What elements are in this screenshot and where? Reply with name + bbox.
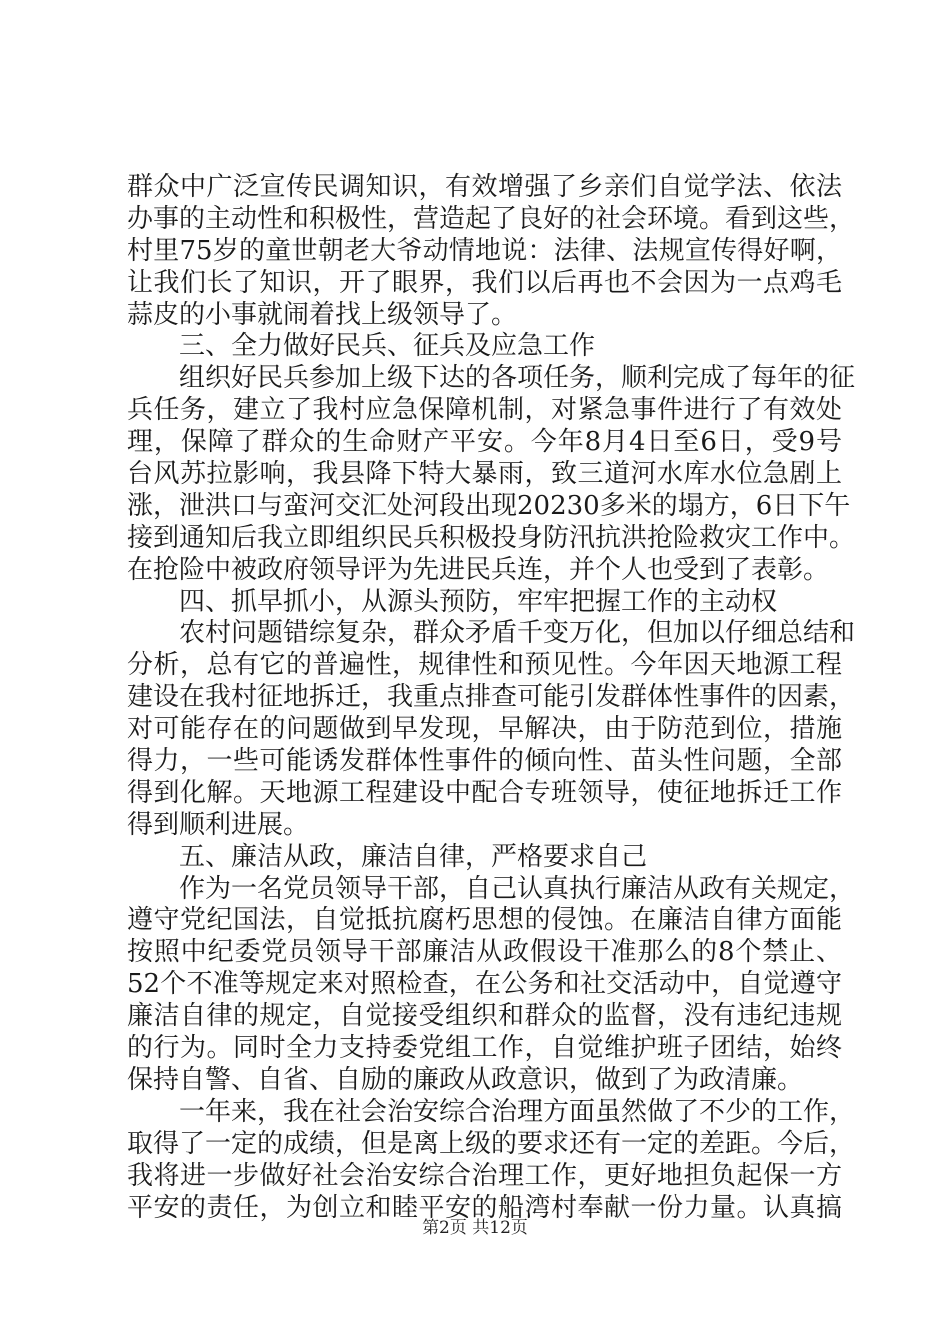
text-line: 接到通知后我立即组织民兵积极投身防汛抗洪抢险救灾工作中。 <box>127 522 856 553</box>
text-line: 得到化解。天地源工程建设中配合专班领导，使征地拆迁工作 <box>127 777 842 808</box>
text-line: 的行为。同时全力支持委党组工作，自觉维护班子团结，始终 <box>127 1033 842 1064</box>
text-line: 得力，一些可能诱发群体性事件的倾向性、苗头性问题，全部 <box>127 746 842 777</box>
text-line: 让我们长了知识，开了眼界，我们以后再也不会因为一点鸡毛 <box>127 267 842 298</box>
text-line: 作为一名党员领导干部，自己认真执行廉洁从政有关规定， <box>179 873 856 904</box>
text-line: 取得了一定的成绩，但是离上级的要求还有一定的差距。今后， <box>127 1128 856 1159</box>
text-line: 遵守党纪国法，自觉抵抗腐朽思想的侵蚀。在廉洁自律方面能 <box>127 905 842 936</box>
text-line: 蒜皮的小事就闹着找上级领导了。 <box>127 299 518 330</box>
text-line: 五、廉洁从政，廉洁自律，严格要求自己 <box>179 841 648 872</box>
text-line: 兵任务，建立了我村应急保障机制，对紧急事件进行了有效处 <box>127 395 842 426</box>
text-line: 办事的主动性和积极性，营造起了良好的社会环境。看到这些， <box>127 203 856 234</box>
text-line: 我将进一步做好社会治安综合治理工作，更好地担负起保一方 <box>127 1160 842 1191</box>
text-line: 52个不准等规定来对照检查，在公务和社交活动中，自觉遵守 <box>127 969 842 1000</box>
page-number-footer: 第2页 共12页 <box>422 1218 528 1238</box>
text-line: 村里75岁的童世朝老大爷动情地说：法律、法规宣传得好啊， <box>127 235 842 266</box>
text-line: 在抢险中被政府领导评为先进民兵连，并个人也受到了表彰。 <box>127 554 830 585</box>
document-body <box>127 172 856 1224</box>
text-line: 组织好民兵参加上级下达的各项任务，顺利完成了每年的征 <box>179 363 856 394</box>
text-line: 分析，总有它的普遍性，规律性和预见性。今年因天地源工程 <box>127 650 842 681</box>
text-line: 得到顺利进展。 <box>127 809 310 840</box>
text-line: 保持自警、自省、自励的廉政从政意识，做到了为政清廉。 <box>127 1064 804 1095</box>
text-line: 平安的责任，为创立和睦平安的船湾村奉献一份力量。认真搞 <box>127 1192 842 1223</box>
text-line: 涨，泄洪口与蛮河交汇处河段出现20230多米的塌方，6日下午 <box>127 490 851 521</box>
text-line: 四、抓早抓小，从源头预防，牢牢把握工作的主动权 <box>179 586 778 617</box>
text-line: 理，保障了群众的生命财产平安。今年8月4日至6日，受9号 <box>127 427 842 458</box>
text-line: 三、全力做好民兵、征兵及应急工作 <box>179 331 596 362</box>
text-line: 按照中纪委党员领导干部廉洁从政假设干准那么的8个禁止、 <box>127 937 842 968</box>
text-line: 对可能存在的问题做到早发现，早解决，由于防范到位，措施 <box>127 714 842 745</box>
text-line: 一年来，我在社会治安综合治理方面虽然做了不少的工作， <box>179 1096 856 1127</box>
text-line: 群众中广泛宣传民调知识，有效增强了乡亲们自觉学法、依法 <box>127 172 842 202</box>
text-line: 廉洁自律的规定，自觉接受组织和群众的监督，没有违纪违规 <box>127 1001 842 1032</box>
text-line: 建设在我村征地拆迁，我重点排查可能引发群体性事件的因素， <box>127 682 856 713</box>
text-line: 农村问题错综复杂，群众矛盾千变万化，但加以仔细总结和 <box>179 618 856 649</box>
text-line: 台风苏拉影响，我县降下特大暴雨，致三道河水库水位急剧上 <box>127 459 842 490</box>
